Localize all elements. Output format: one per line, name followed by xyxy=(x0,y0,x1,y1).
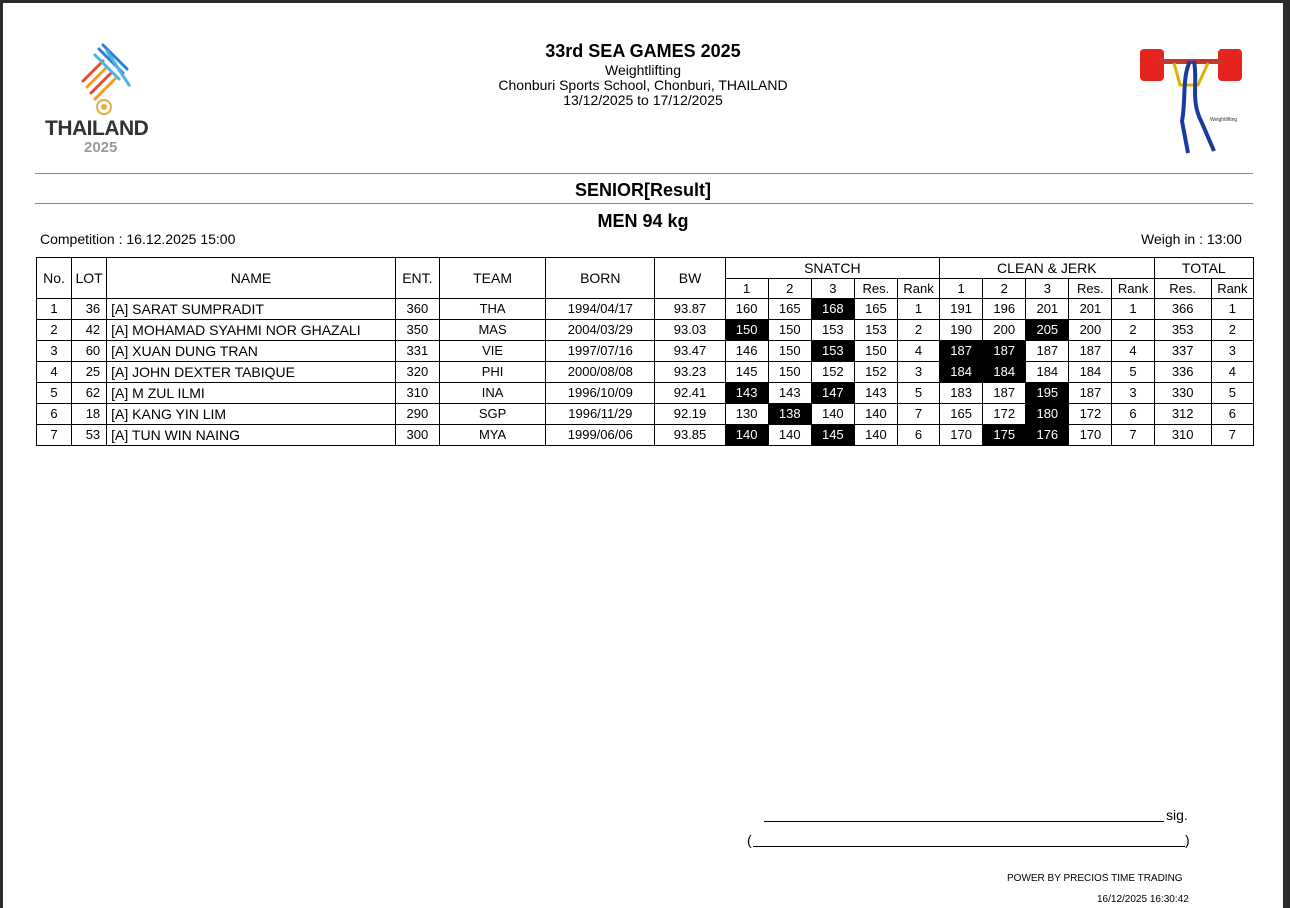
table-row xyxy=(37,425,1254,446)
logo-caption: Weightlifting xyxy=(1210,117,1238,123)
cell-ent: 331 xyxy=(395,341,439,362)
cell-born: 1997/07/16 xyxy=(546,341,655,362)
total-rank: 6 xyxy=(1211,404,1253,425)
cell-born: 2004/03/29 xyxy=(546,320,655,341)
cj-result: 184 xyxy=(1069,362,1112,383)
snatch-attempt-2: 143 xyxy=(768,383,811,404)
cell-no: 4 xyxy=(37,362,72,383)
cell-lot: 42 xyxy=(72,320,107,341)
col-ent: ENT. xyxy=(395,258,439,299)
logo-word: THAILAND xyxy=(45,117,149,140)
cj-attempt-1: 183 xyxy=(940,383,983,404)
cell-team: MAS xyxy=(439,320,545,341)
cj-result: Res. xyxy=(1069,279,1112,299)
cell-team: MYA xyxy=(439,425,545,446)
cell-bw: 92.19 xyxy=(655,404,725,425)
total-rank: Rank xyxy=(1211,279,1253,299)
header-divider xyxy=(35,173,1253,174)
name-paren-open: ( xyxy=(747,832,752,848)
snatch-result: 143 xyxy=(854,383,897,404)
weightlifting-logo-icon xyxy=(1138,41,1248,161)
cell-lot: 36 xyxy=(72,299,107,320)
cell-bw: 93.03 xyxy=(655,320,725,341)
weigh-in-time: Weigh in : 13:00 xyxy=(1141,231,1242,247)
total-result: 330 xyxy=(1154,383,1211,404)
snatch-rank: 2 xyxy=(897,320,939,341)
weight-class-title: MEN 94 kg xyxy=(597,211,689,231)
cj-attempt-1: 187 xyxy=(940,341,983,362)
snatch-rank: 5 xyxy=(897,383,939,404)
cell-ent: 310 xyxy=(395,383,439,404)
cell-name: [A] SARAT SUMPRADIT xyxy=(107,299,396,320)
col-no: No. xyxy=(37,258,72,299)
total-result: 310 xyxy=(1154,425,1211,446)
col-clean-jerk: CLEAN & JERK xyxy=(940,258,1155,279)
col-snatch: SNATCH xyxy=(725,258,940,279)
cj-attempt-3: 184 xyxy=(1026,362,1069,383)
signature-line xyxy=(764,821,1164,822)
table-row xyxy=(37,404,1254,425)
cj-attempt-2: 187 xyxy=(983,341,1026,362)
total-rank: 7 xyxy=(1211,425,1253,446)
snatch-attempt-2: 150 xyxy=(768,341,811,362)
total-result: 312 xyxy=(1154,404,1211,425)
cell-bw: 93.47 xyxy=(655,341,725,362)
table-row xyxy=(37,341,1254,362)
table-row xyxy=(37,320,1254,341)
total-rank: 3 xyxy=(1211,341,1253,362)
category-title: SENIOR[Result] xyxy=(574,180,711,200)
cj-attempt-1: 184 xyxy=(940,362,983,383)
snatch-attempt-1: 140 xyxy=(725,425,768,446)
cell-name: [A] KANG YIN LIM xyxy=(107,404,396,425)
cell-bw: 93.87 xyxy=(655,299,725,320)
cell-name: [A] MOHAMAD SYAHMI NOR GHAZALI xyxy=(107,320,396,341)
powered-by: POWER BY PRECIOS TIME TRADING xyxy=(1007,873,1183,884)
cell-team: INA xyxy=(439,383,545,404)
table-row xyxy=(37,383,1254,404)
cj-attempt-3: 195 xyxy=(1026,383,1069,404)
cell-lot: 62 xyxy=(72,383,107,404)
name-line xyxy=(753,846,1185,847)
snatch-attempt-1: 146 xyxy=(725,341,768,362)
cj-result: 200 xyxy=(1069,320,1112,341)
sport-name: Weightlifting xyxy=(604,62,681,78)
weightlifting-logo xyxy=(1138,41,1248,161)
print-timestamp: 16/12/2025 16:30:42 xyxy=(1097,894,1189,905)
snatch-attempt-3: 153 xyxy=(811,320,854,341)
cj-attempt-3: 3 xyxy=(1026,279,1069,299)
cj-attempt-1: 170 xyxy=(940,425,983,446)
cell-team: VIE xyxy=(439,341,545,362)
cj-attempt-2: 175 xyxy=(983,425,1026,446)
cell-ent: 350 xyxy=(395,320,439,341)
logo-year: 2025 xyxy=(84,139,118,156)
snatch-attempt-1: 150 xyxy=(725,320,768,341)
total-rank: 1 xyxy=(1211,299,1253,320)
name-paren-close: ) xyxy=(1185,832,1190,848)
cj-attempt-2: 200 xyxy=(983,320,1026,341)
snatch-attempt-3: 152 xyxy=(811,362,854,383)
cell-team: THA xyxy=(439,299,545,320)
cell-name: [A] TUN WIN NAING xyxy=(107,425,396,446)
signature-label: sig. xyxy=(1166,807,1188,823)
cell-team: PHI xyxy=(439,362,545,383)
cj-attempt-2: 184 xyxy=(983,362,1026,383)
col-lot: LOT xyxy=(72,258,107,299)
total-result: 337 xyxy=(1154,341,1211,362)
cell-lot: 53 xyxy=(72,425,107,446)
cell-bw: 93.23 xyxy=(655,362,725,383)
snatch-attempt-1: 1 xyxy=(725,279,768,299)
cell-name: [A] M ZUL ILMI xyxy=(107,383,396,404)
cj-result: 172 xyxy=(1069,404,1112,425)
snatch-result: 165 xyxy=(854,299,897,320)
cj-result: 170 xyxy=(1069,425,1112,446)
cell-no: 5 xyxy=(37,383,72,404)
table-row xyxy=(37,362,1254,383)
cj-attempt-2: 2 xyxy=(983,279,1026,299)
snatch-attempt-3: 147 xyxy=(811,383,854,404)
snatch-attempt-2: 140 xyxy=(768,425,811,446)
total-rank: 4 xyxy=(1211,362,1253,383)
cell-ent: 360 xyxy=(395,299,439,320)
snatch-result: 150 xyxy=(854,341,897,362)
cj-rank: 1 xyxy=(1112,299,1154,320)
snatch-result: 140 xyxy=(854,404,897,425)
snatch-attempt-3: 153 xyxy=(811,341,854,362)
snatch-rank: 6 xyxy=(897,425,939,446)
cell-no: 7 xyxy=(37,425,72,446)
snatch-rank: 1 xyxy=(897,299,939,320)
col-total: TOTAL xyxy=(1154,258,1253,279)
cell-bw: 93.85 xyxy=(655,425,725,446)
cj-rank: 4 xyxy=(1112,341,1154,362)
col-team: TEAM xyxy=(439,258,545,299)
event-title: 33rd SEA GAMES 2025 xyxy=(545,41,741,61)
col-name: NAME xyxy=(107,258,396,299)
cj-attempt-1: 165 xyxy=(940,404,983,425)
result-sheet xyxy=(3,3,1283,908)
col-bw: BW xyxy=(655,258,725,299)
cj-attempt-3: 180 xyxy=(1026,404,1069,425)
snatch-attempt-3: 168 xyxy=(811,299,854,320)
cj-rank: 5 xyxy=(1112,362,1154,383)
snatch-attempt-2: 165 xyxy=(768,299,811,320)
snatch-rank: 4 xyxy=(897,341,939,362)
snatch-attempt-3: 140 xyxy=(811,404,854,425)
cell-team: SGP xyxy=(439,404,545,425)
total-result: Res. xyxy=(1154,279,1211,299)
cj-attempt-3: 187 xyxy=(1026,341,1069,362)
cell-no: 3 xyxy=(37,341,72,362)
cj-rank: 3 xyxy=(1112,383,1154,404)
snatch-attempt-2: 138 xyxy=(768,404,811,425)
cell-born: 1996/11/29 xyxy=(546,404,655,425)
cell-born: 1994/04/17 xyxy=(546,299,655,320)
cell-lot: 18 xyxy=(72,404,107,425)
results-table xyxy=(36,257,1254,446)
venue: Chonburi Sports School, Chonburi, THAILAND xyxy=(498,77,788,93)
snatch-result: 140 xyxy=(854,425,897,446)
cell-lot: 25 xyxy=(72,362,107,383)
total-result: 353 xyxy=(1154,320,1211,341)
cj-result: 201 xyxy=(1069,299,1112,320)
cell-born: 2000/08/08 xyxy=(546,362,655,383)
snatch-rank: 3 xyxy=(897,362,939,383)
cell-ent: 290 xyxy=(395,404,439,425)
cj-attempt-3: 201 xyxy=(1026,299,1069,320)
snatch-result: Res. xyxy=(854,279,897,299)
snatch-attempt-2: 150 xyxy=(768,320,811,341)
total-rank: 2 xyxy=(1211,320,1253,341)
cell-no: 1 xyxy=(37,299,72,320)
snatch-result: 152 xyxy=(854,362,897,383)
cj-rank: 7 xyxy=(1112,425,1154,446)
snatch-attempt-1: 130 xyxy=(725,404,768,425)
snatch-result: 153 xyxy=(854,320,897,341)
snatch-rank: 7 xyxy=(897,404,939,425)
cj-attempt-2: 187 xyxy=(983,383,1026,404)
snatch-attempt-2: 2 xyxy=(768,279,811,299)
category-divider xyxy=(35,203,1253,204)
cell-no: 6 xyxy=(37,404,72,425)
snatch-attempt-1: 145 xyxy=(725,362,768,383)
cell-no: 2 xyxy=(37,320,72,341)
results-body xyxy=(37,299,1254,446)
cj-attempt-1: 191 xyxy=(940,299,983,320)
cj-rank: 2 xyxy=(1112,320,1154,341)
col-born: BORN xyxy=(546,258,655,299)
snatch-attempt-1: 143 xyxy=(725,383,768,404)
snatch-rank: Rank xyxy=(897,279,939,299)
total-result: 366 xyxy=(1154,299,1211,320)
snatch-attempt-2: 150 xyxy=(768,362,811,383)
cell-ent: 300 xyxy=(395,425,439,446)
cell-bw: 92.41 xyxy=(655,383,725,404)
cj-attempt-3: 205 xyxy=(1026,320,1069,341)
snatch-attempt-3: 3 xyxy=(811,279,854,299)
cell-lot: 60 xyxy=(72,341,107,362)
competition-time: Competition : 16.12.2025 15:00 xyxy=(40,231,236,247)
snatch-attempt-1: 160 xyxy=(725,299,768,320)
cell-name: [A] JOHN DEXTER TABIQUE xyxy=(107,362,396,383)
cj-attempt-1: 190 xyxy=(940,320,983,341)
cj-rank: 6 xyxy=(1112,404,1154,425)
total-result: 336 xyxy=(1154,362,1211,383)
table-row xyxy=(37,299,1254,320)
cj-rank: Rank xyxy=(1112,279,1154,299)
cj-attempt-2: 172 xyxy=(983,404,1026,425)
total-rank: 5 xyxy=(1211,383,1253,404)
cj-attempt-2: 196 xyxy=(983,299,1026,320)
cj-result: 187 xyxy=(1069,341,1112,362)
cj-result: 187 xyxy=(1069,383,1112,404)
cell-born: 1996/10/09 xyxy=(546,383,655,404)
cell-born: 1999/06/06 xyxy=(546,425,655,446)
cj-attempt-1: 1 xyxy=(940,279,983,299)
snatch-attempt-3: 145 xyxy=(811,425,854,446)
cj-attempt-3: 176 xyxy=(1026,425,1069,446)
cell-name: [A] XUAN DUNG TRAN xyxy=(107,341,396,362)
event-dates: 13/12/2025 to 17/12/2025 xyxy=(563,92,723,108)
cell-ent: 320 xyxy=(395,362,439,383)
